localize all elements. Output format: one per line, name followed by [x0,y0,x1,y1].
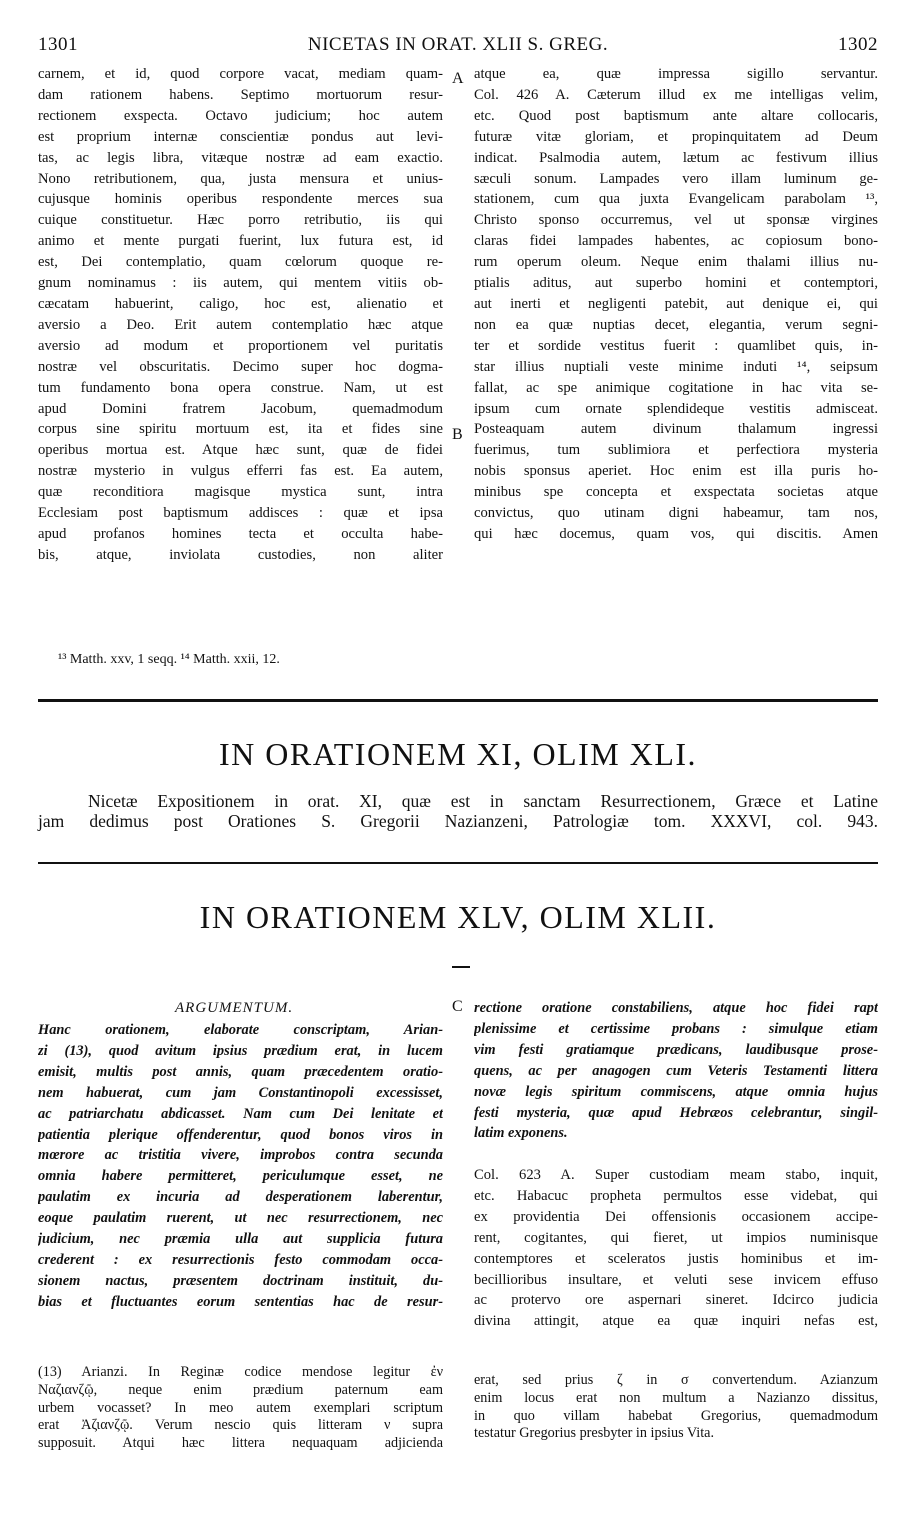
lower-right-column-roman-line: contemptores et sceleratos justis hominibus et im- [474,1250,878,1267]
upper-right-column-line: qui hæc docemus, quam vos, qui discitis. Amen [474,525,878,542]
footnotes-upper: ¹³ Matth. xxv, 1 seqq. ¹⁴ Matth. xxii, 12. [58,652,280,667]
lower-right-column-italic-line: plenissime et certissime probans : simulque etiam [474,1020,878,1037]
upper-right-column-line: stationem, cum qua juxta Evangelicam parabolam ¹³, [474,191,878,208]
upper-left-column [38,64,443,566]
lower-right-column-italic-line: rectione oratione constabiliens, atque hoc fidei rapt [474,1000,878,1016]
upper-left-column-line: aversio a Deo. Erit autem contemplatio hæc atque [38,316,443,333]
lower-right-column-roman-line: becillioribus insultare, et veluti sese invicem effuso [474,1271,878,1288]
lower-left-column-line: paulatim ex incuria ad desperationem laberentur, [38,1189,443,1206]
upper-right-column-line: ter et sordide vestitus fuerit : quamlibet quis, in- [474,337,878,354]
upper-right-column-line: Col. 426 A. Cæterum illud ex me intelligas velim, [474,86,878,103]
lower-right-column-roman-line: ac protervo ore aspernari sineret. Idcirco judicia [474,1292,878,1309]
footnote-right [474,1372,878,1443]
lower-left-column-line: mœrore ac tristitia vivere, improbos contra secunda [38,1147,443,1164]
upper-right-column-line: sæculi sonum. Lampades vero illam luminum ge- [474,170,878,187]
upper-right-column-line: futuræ vitæ gloriam, et propinquitatem ad Deum [474,128,878,145]
upper-left-column-line: cujusque hominis operibus respondente merces sua [38,191,443,208]
upper-left-column-line: Nono retributionem, qua, justa mensura et unius- [38,170,443,187]
footnote-right-line: in quo villam habebat Gregorius, quemadmodum [474,1407,878,1424]
lower-left-column-line: ac patriarchatu abdicasset. Nam cum Dei lenitate et [38,1105,443,1122]
upper-right-column-line: star illius nuptiali veste minime induti ¹⁴, seipsum [474,358,878,375]
upper-left-column-line: rectionem exspecta. Octavo judicium; hoc autem [38,107,443,124]
upper-left-column-line: est, Dei contemplatio, quam cœlorum quoque re- [38,254,443,271]
upper-left-column-line: quæ reconditiora magisque mystica sunt, intra [38,484,443,501]
upper-right-column-line: indicat. Psalmodia autem, lætum ac festivum illius [474,149,878,166]
upper-left-column-line: animo et mente purgati fuerint, lux futura est, id [38,233,443,250]
lower-right-column-italic-line: latim exponens. [474,1125,568,1142]
upper-right-column-line: non ea quæ nuptias decet, elegantia, verum segni- [474,316,878,333]
footnote-right-line: enim locus erat non multum a Nazianzo dissitus, [474,1389,878,1406]
upper-right-column [474,64,878,545]
lower-right-column-italic [474,998,878,1144]
margin-letter-a: A [452,70,464,87]
lower-right-column-roman-line: Col. 623 A. Super custodiam meam stabo, inquit, [474,1167,878,1183]
lower-right-column-italic-line: festi mysteria, quæ apud Hebræos celebrantur, singil- [474,1104,878,1121]
title-dash [452,966,470,968]
margin-letter-b: B [452,426,463,443]
upper-right-column-line: rum operum oleum. Neque enim thalami illius nu- [474,254,878,271]
upper-right-column-line: minibus spe concepta et exspectata societas atque [474,484,878,501]
right-column-number: 1302 [838,34,878,55]
lower-right-column-roman-line: etc. Habacuc propheta permultos esse videbat, qui [474,1187,878,1204]
upper-right-column-line: fuerimus, tum sublimiora et perfectiora mysteria [474,442,878,459]
footnote-left-line: urbem vocasset? In meo autem exemplari scriptum [38,1399,443,1416]
lower-right-column-roman-line: ex providentia Dei offensionis occasionem accipe- [474,1208,878,1225]
lower-left-column-line: Hanc orationem, elaborate conscriptam, Arian- [38,1022,443,1038]
lower-left-column-line: emisit, multis post annis, quam præcedentem oratio- [38,1063,443,1080]
lower-right-column-roman-line: divina attingit, atque ea quæ inquiri nefas est, [474,1313,878,1330]
footnote-left-line: Ναζιανζῷ, neque enim prædium paternum eam [38,1381,443,1398]
footnote-right-line: erat, sed prius ζ in σ convertendum. Azianzum [474,1372,878,1388]
upper-right-column-line: ipsum cum ornate splendideque vestitis admisceat. [474,400,878,417]
upper-left-column-line: nostræ vel obscuritatis. Decimo super hoc dogma- [38,358,443,375]
upper-left-column-line: aversio ad modum et proportionem vel puritatis [38,337,443,354]
footnote-left-line: (13) Arianzi. In Reginæ codice mendose legitur ἐν [38,1364,443,1380]
section-title-xi: IN ORATIONEM XI, OLIM XLI. [218,736,698,772]
upper-right-column-line: Posteaquam autem divinum thalamum ingressi [474,421,878,438]
running-title: NICETAS IN ORAT. XLII S. GREG. [307,34,609,55]
footnote-left [38,1364,443,1453]
section-note-line-2: jam dedimus post Orationes S. Gregorii Nazianzeni, Patrologiæ tom. XXXVI, col. 943. [38,811,878,831]
upper-left-column-line: apud Domini fratrem Jacobum, quemadmodum [38,400,443,417]
section-note-line-1: Nicetæ Expositionem in orat. XI, quæ est in sanctam Resurrectionem, Græce et Latine [88,791,878,811]
lower-left-column [38,1020,443,1313]
lower-right-column-italic-line: quens, ac per anagogen cum Veteris Testamenti littera [474,1062,878,1079]
section-rule-top [38,699,878,702]
upper-right-column-line: convictus, quo utinam digni habeamur, tam nos, [474,505,878,522]
lower-left-column-line: judicium, nec præmia ulla aut supplicia futura [38,1231,443,1248]
upper-right-column-line: ptialis aditus, aut superbo homini et contemptori, [474,275,878,292]
margin-letter-c: C [452,998,463,1015]
lower-left-column-line: omnia habere permitteret, periculumque esset, ne [38,1168,443,1185]
upper-left-column-line: apud profanos homines tecta et occulta habe- [38,525,443,542]
lower-left-column-line: zi (13), quod avitum ipsius prædium erat, in lucem [38,1042,443,1059]
footnote-left-line: supposuit. Atqui hæc littera nequaquam adjicienda [38,1435,443,1452]
upper-left-column-line: nostræ mysterio in vulgus efferri fas est. Ea autem, [38,463,443,480]
upper-right-column-line: Christo sponso occurremus, vel ut sponsæ virgines [474,212,878,229]
lower-right-column-roman [474,1165,878,1332]
upper-left-column-line: tas, ac legis libra, vitæque nostræ ad eam exactio. [38,149,443,166]
upper-left-column-line: gnum nominamus : iis autem, qui mentem vitiis ob- [38,275,443,292]
upper-right-column-line: claras fidei lampades habentes, ac copiosum bono- [474,233,878,250]
section-title-xlv: IN ORATIONEM XLV, OLIM XLII. [199,899,717,935]
lower-left-column-line: nem habuerat, cum jam Constantinopoli excessisset, [38,1084,443,1101]
footnote-right-line: testatur Gregorius presbyter in ipsius Vita. [474,1425,715,1442]
upper-right-column-line: etc. Quod post baptismum ante altare collocaris, [474,107,878,124]
upper-left-column-line: bis, atque, inviolata custodies, non aliter [38,546,443,563]
left-column-number: 1301 [38,34,78,55]
upper-left-column-line: corpus sine spiritu mortuum est, ita et fides sine [38,421,443,438]
lower-right-column-italic-line: vim festi gratiamque prædicans, laudibusque prose- [474,1041,878,1058]
upper-right-column-line: aut inerti et negligenti patebit, aut denique ei, qui [474,295,878,312]
upper-right-column-line: fallat, ac spe animique cogitatione in hac vita se- [474,379,878,396]
lower-left-column-line: eoque paulatim ruerent, ut nec resurrectionem, nec [38,1210,443,1227]
lower-left-column-line: sionem nactus, præsentem doctrinam instituit, du- [38,1272,443,1289]
upper-left-column-line: carnem, et id, quod corpore vacat, mediam quam- [38,66,443,82]
upper-left-column-line: cæcatam habuerint, caligo, hoc est, alienatio et [38,295,443,312]
upper-left-column-line: Ecclesiam post baptismum addisces : quæ et ipsa [38,505,443,522]
upper-left-column-line: dam rationem habens. Septimo mortuorum resur- [38,86,443,103]
upper-left-column-line: cuique constituetur. Hæc porro retributio, iis qui [38,212,443,229]
argumentum-heading: ARGUMENTUM. [175,1000,294,1016]
upper-left-column-line: est proprium internæ conscientiæ pondus aut levi- [38,128,443,145]
lower-left-column-line: patientia plerique offenderentur, quod bonos viros in [38,1126,443,1143]
lower-left-column-line: crederent : ex resurrectionis festo commodam occa- [38,1251,443,1268]
upper-left-column-line: operibus mortua est. Atque hæc sunt, quæ de fidei [38,442,443,459]
lower-right-column-roman-line: rent, cogitantes, qui fieret, ut impios numinisque [474,1229,878,1246]
section-rule-middle [38,862,878,864]
upper-right-column-line: nobis sponsus aperiet. Hoc enim est illa puris ho- [474,463,878,480]
upper-right-column-line: atque ea, quæ impressa sigillo servantur. [474,66,878,82]
lower-right-column-italic-line: novæ legis spiritum commiscens, atque omnia hujus [474,1083,878,1100]
lower-left-column-line: bias et fluctuantes eorum sententias hac de resur- [38,1293,443,1310]
upper-left-column-line: tum fundamento bona opera construe. Nam, ut est [38,379,443,396]
footnote-left-line: erat Ἀζιανζῷ. Verum nescio quis litteram ν supra [38,1417,443,1434]
running-header [38,34,878,60]
